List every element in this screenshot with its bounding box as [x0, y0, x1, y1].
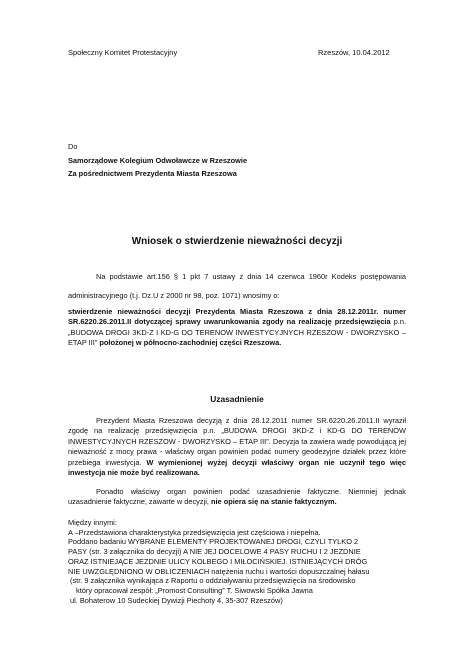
among-others-block: [68, 518, 408, 605]
among-line: ORAZ ISTNIEJĄCE JEZDNIE ULICY KOLBEGO I MIŁOCIŃSKIEJ. ISTNIEJĄCYCH DRÓG: [68, 556, 368, 566]
request-part-3: położonej w północno-zachodniej części Rzeszowa.: [99, 338, 282, 348]
intro-paragraph: Na podstawie art.156 § 1 pkt 7 ustawy z dnia 14 czerwca 1960r Kodeks postępowania administracyjnego (t.j. Dz.U z 2000 nr 98, poz. 1071) wnosimy o:: [68, 272, 406, 300]
among-line: (str. 9 załącznika wynikająca z Raportu o oddziaływaniu przedsięwzięcia na środowisko: [70, 576, 356, 586]
request-part-1: stwierdzenie nieważności decyzji Prezydenta Miasta Rzeszowa z dnia 28.12.2011r. numer SR.6220.26.2011.II dotyczącej sprawy uwarunkowania zgody na realizację przedsięwzięcia: [68, 307, 406, 327]
justification-p2-bold: nie opiera się na stanie faktycznym.: [210, 497, 337, 507]
among-line: Poddano badaniu WYBRANE ELEMENTY PROJEKTOWANEJ DROGI, CZYLI TYLKO 2: [68, 537, 359, 547]
justification-p2-text: Ponadto właściwy organ powinien podać uzasadnienie faktyczne. Niemniej jednak uzasadnienie faktyczne, zawarte w decyzji,: [68, 487, 406, 507]
justification-p1-bold: W wymienionej wyżej decyzji właściwy organ nie uczynił tego więc inwestycja nie może być realizowana.: [68, 457, 406, 478]
justification-title: Uzasadnienie: [210, 394, 264, 404]
recipient-to: Do: [68, 142, 78, 151]
recipient-block: [68, 140, 247, 181]
among-line: ul. Bohaterow 10 Sudeckiej Dywizji Piechoty 4, 35-307 Rzeszów): [70, 595, 283, 605]
request-paragraph: [68, 307, 406, 349]
recipient-line-1: Samorządowe Kolegium Odwoławcze w Rzeszowie: [68, 155, 248, 165]
justification-paragraph-2: [68, 487, 406, 508]
among-line: A –Przedstawiona charakterystyka przedsięwzięcia jest częściowa i niepełna.: [68, 527, 321, 537]
among-line: PASY (str. 3 załącznika do decyzji) A NIE JEJ DOCELOWE 4 PASY RUCHU I 2 JEZDNIE: [68, 547, 361, 557]
among-line: który opracował zespół: „Promost Consulting” T. Siwowski Spółka Jawna: [76, 585, 313, 595]
among-line: Między innymi:: [68, 518, 117, 527]
request-part-2: p.n. „BUDOWA DROGI 3KD-Z I KD-G DO TERENOW INWESTYCYJNYCH RZESZOW - DWORZYSKO – ETAP III”: [68, 317, 406, 348]
document-title: Wniosek o stwierdzenie nieważności decyzji: [131, 236, 343, 247]
justification-p1-text: Prezydent Miasta Rzeszowa decyzją z dnia 28.12.2011 numer SR.6220.26.2011.II wyraził zgodę na realizację przedsięwzięcia p.n. „BUDOWA DROGI 3KD-Z i KD-G DO TERENOW INWESTYCYJNYCH RZESZOW - DWORZYSKO – ETAP III”. Decyzja ta zawiera wadę powodującą jej nieważność z mocy prawa - właściwy organ powinien podać numery geodezyjne działek przez które przebiega inwestycja.: [68, 416, 406, 467]
among-line: NIE UWZGLĘDNIONO W OBLICZENIACH natężenia ruchu i wartości dopuszczalnej hałasu: [68, 566, 370, 576]
justification-paragraph-1: [68, 416, 406, 478]
place-and-date: Rzeszów, 10.04.2012: [318, 48, 390, 57]
recipient-line-2: Za pośrednictwem Prezydenta Miasta Rzeszowa: [68, 169, 237, 178]
sender-organization: Społeczny Komitet Protestacyjny: [68, 48, 178, 57]
